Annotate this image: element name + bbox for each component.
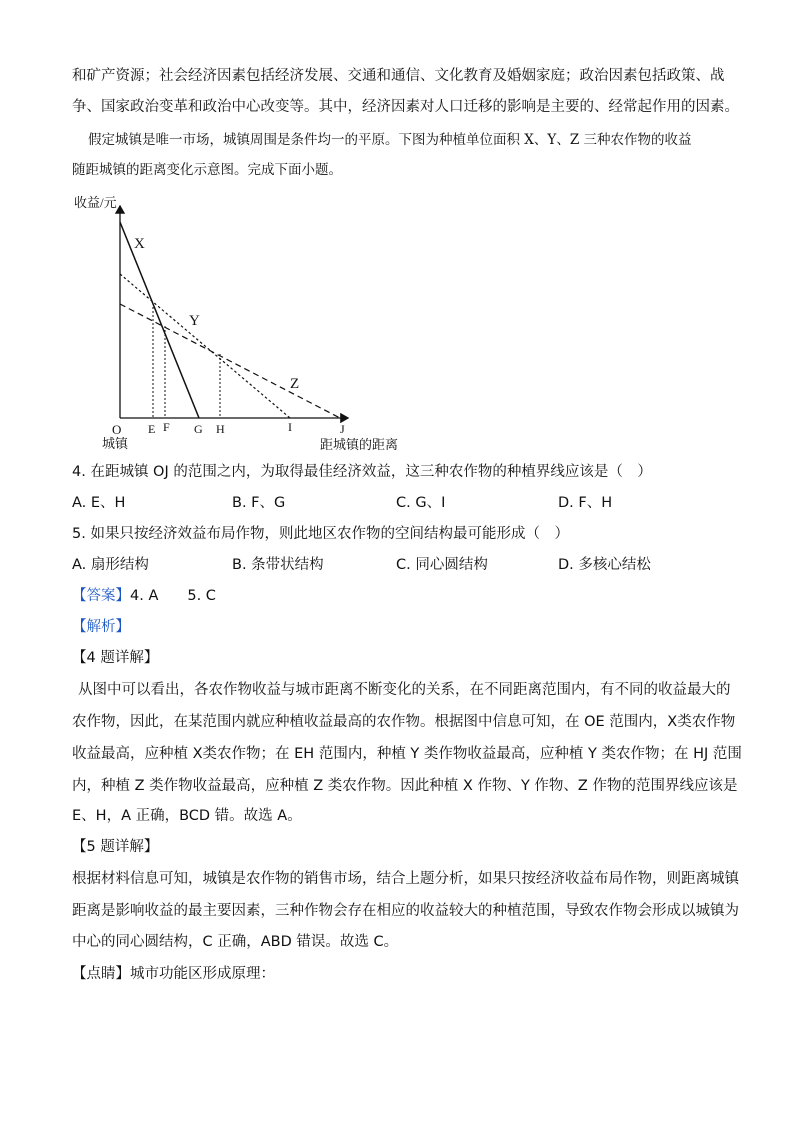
curve-z-label: Z: [290, 376, 300, 392]
question-stem-line-2: 随距城镇的距离变化示意图。完成下面小题。: [72, 162, 342, 178]
q5-option-c[interactable]: C. 同心圆结构: [396, 557, 488, 573]
analysis-tag: 【解析】: [72, 619, 130, 635]
tip-tag: 【点睛】: [72, 966, 130, 982]
q4-option-c[interactable]: C. G、I: [396, 495, 446, 511]
revenue-distance-diagram: [72, 190, 412, 460]
tick-j: J: [340, 422, 345, 436]
q4-option-a[interactable]: A. E、H: [72, 495, 126, 511]
curve-y: [120, 274, 290, 418]
y-axis-label: 收益/元: [74, 195, 117, 210]
q4-option-d[interactable]: D. F、H: [558, 495, 613, 511]
detail4-line-3: 收益最高，应种植 X类农作物；在 EH 范围内，种植 Y 类作物收益最高，应种植 Y 类农作物；在 HJ 范围: [72, 746, 742, 762]
curve-x-label: X: [134, 236, 145, 252]
curve-y-label: Y: [189, 313, 200, 329]
answer-tag: 【答案】: [72, 588, 130, 604]
detail4-line-4: 内，种植 Z 类作物收益最高，应种植 Z 类农作物。因此种植 X 作物、Y 作物、Z 作物的范围界线应该是: [72, 778, 738, 794]
question-stem-line-1: 假定城镇是唯一市场，城镇周围是条件均一的平原。下图为种植单位面积 X、Y、Z 三种农作物的收益: [88, 132, 692, 148]
origin-sub-label: 城镇: [102, 436, 129, 451]
curve-x: [120, 222, 199, 418]
detail5-line-2: 距离是影响收益的最主要因素，三种作物会存在相应的收益较大的种植范围，导致农作物会形成以城镇为: [72, 903, 739, 919]
q5-option-a[interactable]: A. 扇形结构: [72, 557, 149, 573]
q5-option-d[interactable]: D. 多核心结松: [558, 557, 651, 573]
intro-line-2: 争、国家政治变革和政治中心改变等。其中，经济因素对人口迁移的影响是主要的、经常起作用的因素。: [72, 99, 739, 115]
tick-g: G: [194, 422, 203, 436]
q4-option-b[interactable]: B. F、G: [232, 495, 286, 511]
tick-i: I: [288, 420, 292, 434]
tick-e: E: [148, 422, 156, 436]
tip-line: [72, 964, 732, 984]
q5-stem: 5. 如果只按经济效益布局作物，则此地区农作物的空间结构最可能形成（ ）: [72, 526, 569, 542]
origin-label: O: [112, 422, 122, 437]
detail5-line-3: 中心的同心圆结构，C 正确，ABD 错误。故选 C。: [72, 934, 399, 950]
answer-text: 4. A 5. C: [130, 588, 216, 604]
detail4-line-1: 从图中可以看出，各农作物收益与城市距离不断变化的关系，在不同距离范围内，有不同的收益最大的: [78, 682, 731, 698]
tick-h: H: [216, 422, 225, 436]
detail5-line-1: 根据材料信息可知，城镇是农作物的销售市场，结合上题分析，如果只按经济收益布局作物，则距离城镇: [72, 871, 739, 887]
detail4-tag: 【4 题详解】: [72, 650, 159, 666]
q4-stem: 4. 在距城镇 OJ 的范围之内，为取得最佳经济效益，这三种农作物的种植界线应该是（ ）: [72, 464, 652, 480]
q5-option-b[interactable]: B. 条带状结构: [232, 557, 324, 573]
tick-f: F: [163, 420, 170, 434]
intro-line-1: 和矿产资源；社会经济因素包括经济发展、交通和通信、文化教育及婚姻家庭；政治因素包括政策、战: [72, 68, 725, 84]
x-axis-label: 距城镇的距离: [320, 437, 399, 452]
detail5-tag: 【5 题详解】: [72, 839, 159, 855]
detail4-line-5: E、H，A 正确，BCD 错。故选 A。: [72, 808, 302, 824]
tip-text: 城市功能区形成原理：: [130, 966, 275, 982]
detail4-line-2: 农作物，因此，在某范围内就应种植收益最高的农作物。根据图中信息可知，在 OE 范围内，X类农作物: [72, 714, 736, 730]
answer-line: [72, 586, 732, 606]
